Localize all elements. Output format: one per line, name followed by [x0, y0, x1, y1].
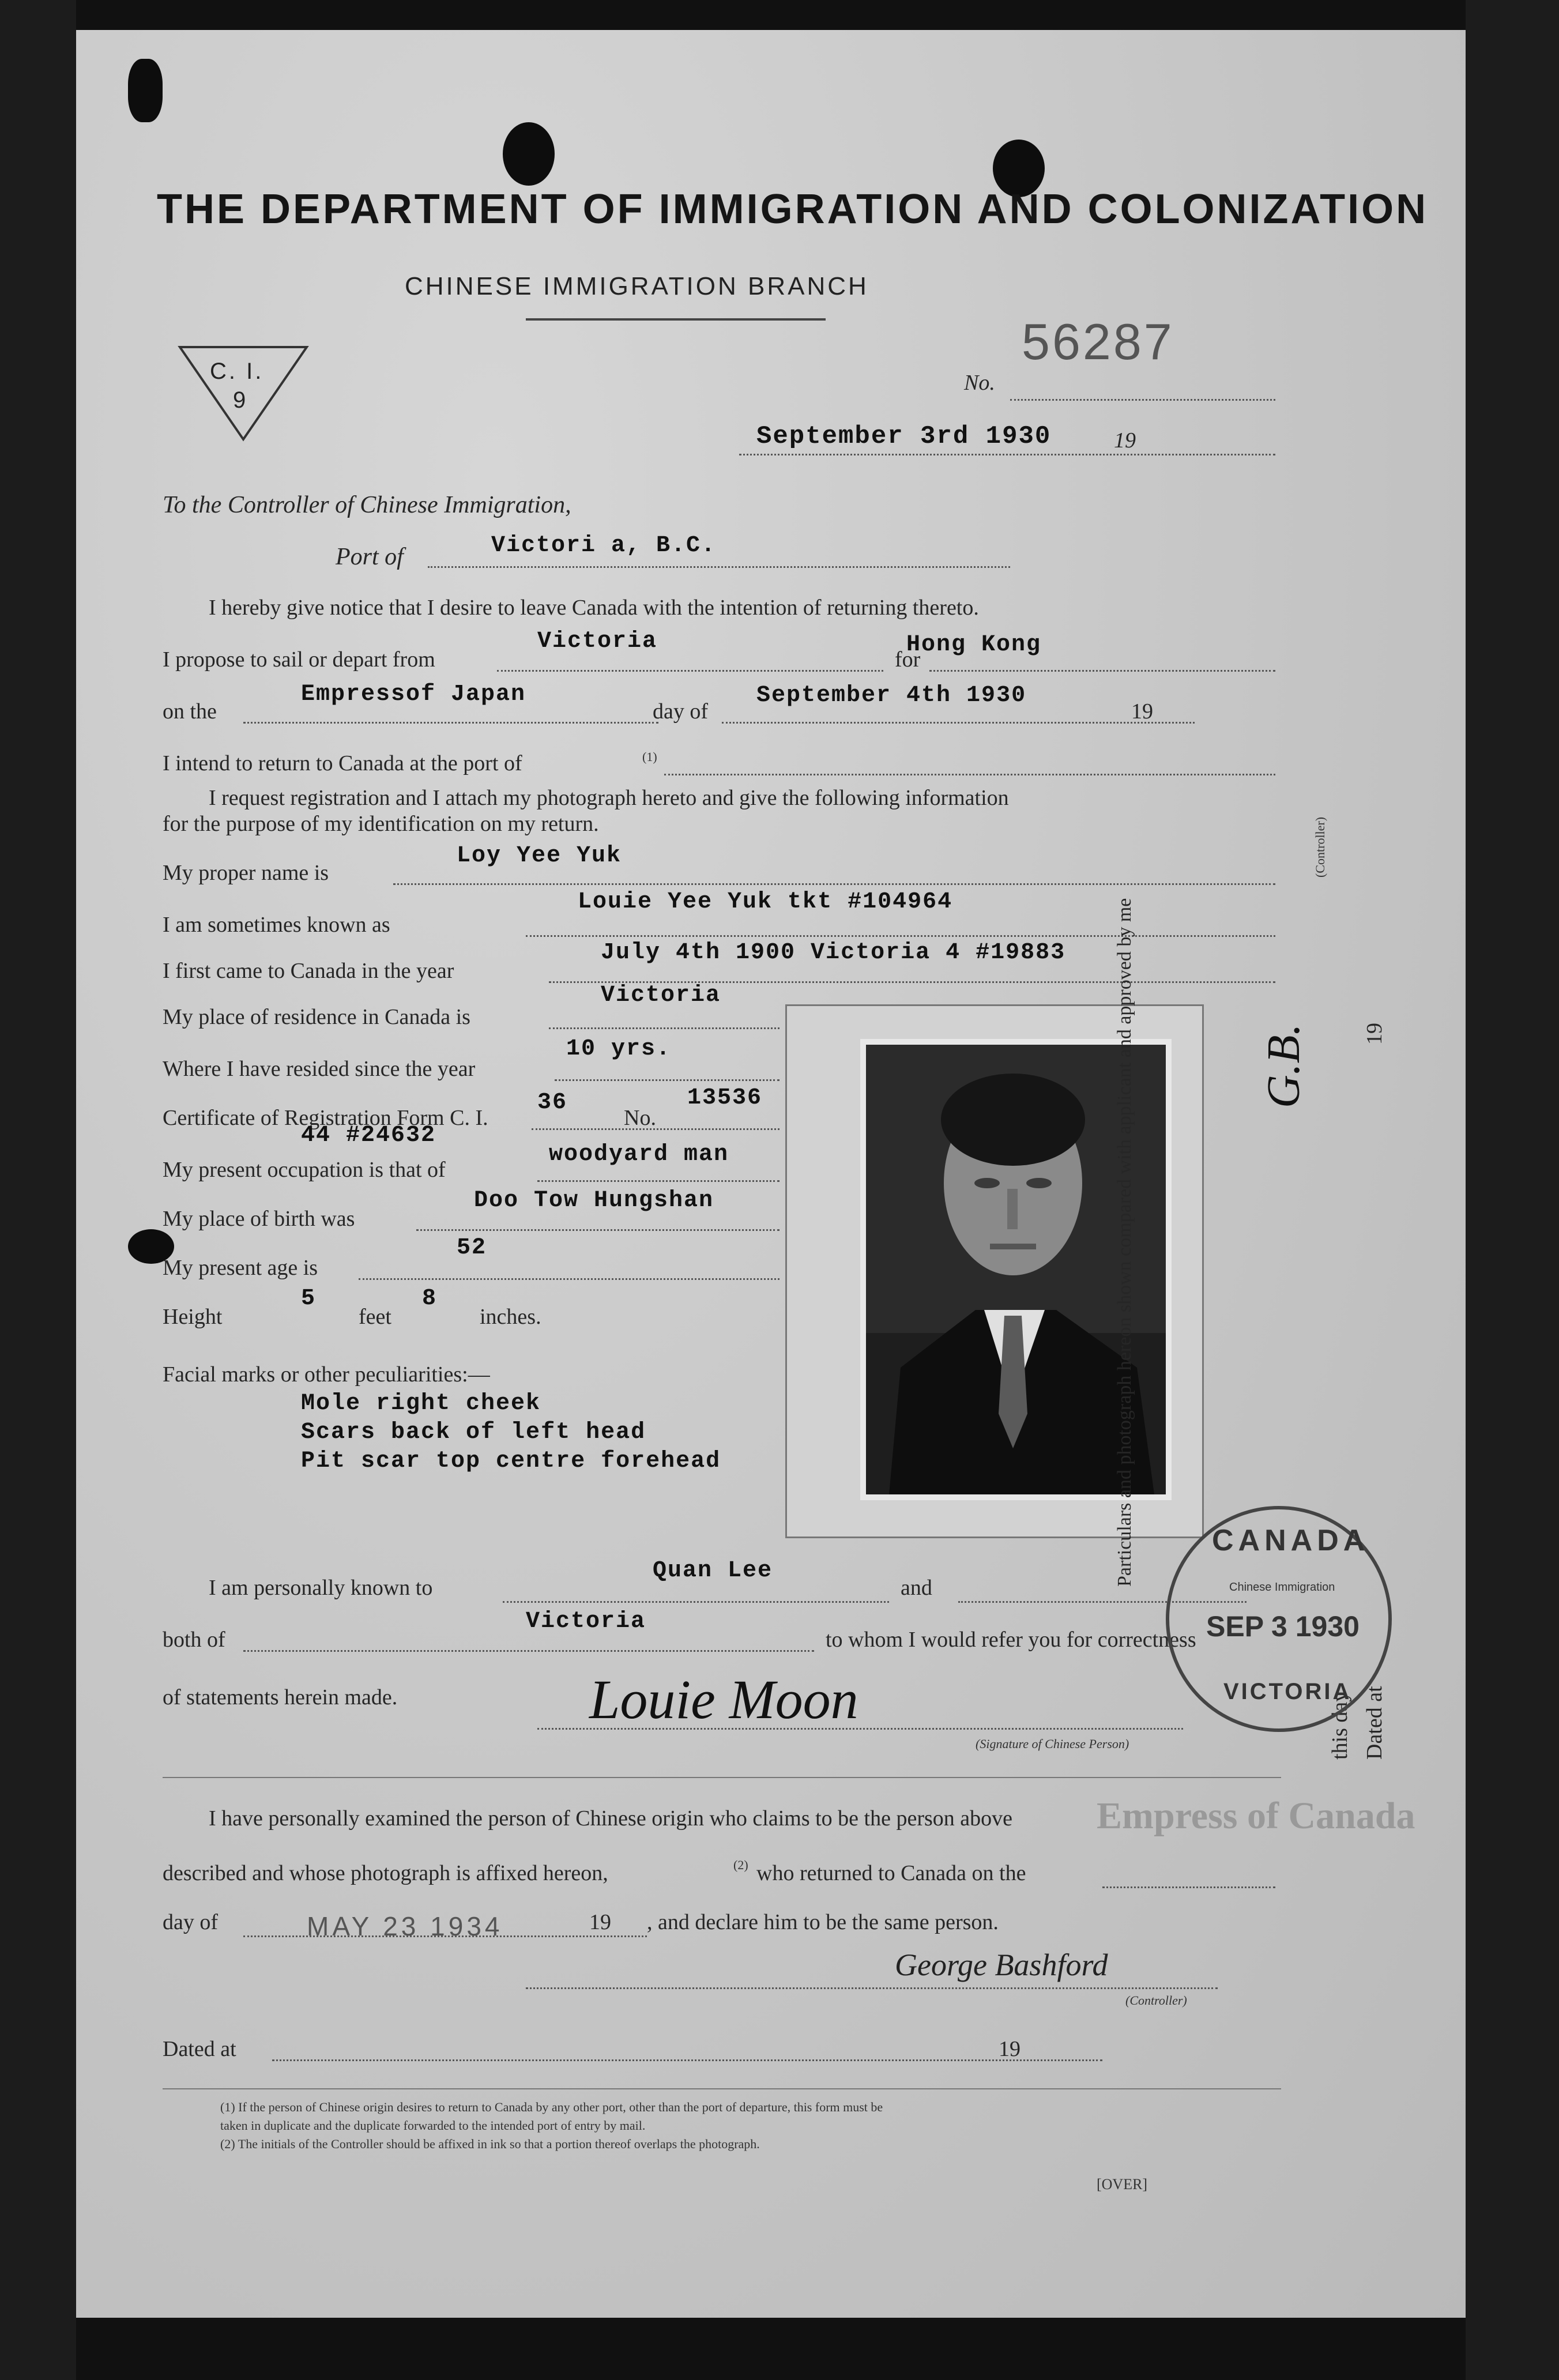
number-line	[1010, 399, 1275, 401]
dated-year: 19	[999, 2037, 1020, 2061]
occupation-line	[537, 1180, 780, 1182]
department-title: THE DEPARTMENT OF IMMIGRATION AND COLONIZATION	[157, 186, 1429, 232]
signature-caption: (Signature of Chinese Person)	[976, 1737, 1129, 1751]
certificate-line	[532, 1128, 780, 1130]
height-feet-value: 5	[301, 1286, 317, 1312]
depart-date-line	[722, 722, 1195, 724]
proper-name-line	[393, 883, 1275, 885]
marks-line-2: Scars back of left head	[301, 1419, 646, 1445]
certificate-label: Certificate of Registration Form C. I.	[163, 1106, 488, 1130]
letter-date: September 3rd 1930	[756, 422, 1052, 451]
alias-label: I am sometimes known as	[163, 913, 390, 937]
exam-line-1: I have personally examined the person of Chinese origin who claims to be the person above	[209, 1806, 1012, 1831]
height-inches-label: inches.	[480, 1305, 541, 1329]
height-inches-value: 8	[422, 1286, 438, 1312]
exam-line-2b: who returned to Canada on the	[756, 1861, 1026, 1885]
footnote-rule	[163, 2088, 1281, 2089]
dated-at-line	[272, 2059, 1102, 2061]
film-border-left	[0, 0, 76, 2380]
date-line	[739, 454, 1275, 455]
on-label: on the	[163, 699, 217, 724]
form-code-line1: C. I.	[210, 359, 264, 384]
stamp-top: CANADA	[1212, 1524, 1370, 1557]
exam-day-value: MAY 23 1934	[307, 1911, 503, 1941]
known-label: I am personally known to	[209, 1576, 433, 1600]
exam-day-label: day of	[163, 1910, 219, 1934]
header-rule	[526, 318, 826, 321]
day-label: day of	[653, 699, 709, 724]
residence-label: My place of residence in Canada is	[163, 1005, 470, 1029]
known-and-label: and	[901, 1576, 932, 1600]
return-port-label: I intend to return to Canada at the port of	[163, 751, 522, 775]
height-feet-label: feet	[359, 1305, 391, 1329]
proper-name-label: My proper name is	[163, 861, 329, 885]
branch-title: CHINESE IMMIGRATION BRANCH	[405, 272, 869, 300]
age-value: 52	[457, 1235, 487, 1261]
first-came-value: July 4th 1900 Victoria 4 #19883	[601, 940, 1066, 966]
birth-line	[416, 1229, 780, 1231]
side-controller-signature: G.B.	[1259, 1023, 1309, 1108]
request-text-1: I request registration and I attach my photograph hereto and give the following information	[209, 786, 1009, 810]
request-text-2: for the purpose of my identification on my return.	[163, 812, 599, 836]
sail-for-label: for	[895, 647, 921, 672]
stamp-bottom: VICTORIA	[1223, 1679, 1352, 1704]
letter-date-year: 19	[1114, 428, 1136, 453]
side-controller-caption: (Controller)	[1313, 816, 1327, 878]
sail-to: Hong Kong	[906, 632, 1042, 658]
applicant-signature: Louie Moon	[589, 1669, 858, 1730]
residence-value: Victoria	[601, 982, 721, 1008]
age-label: My present age is	[163, 1256, 318, 1280]
exam-return-line	[1102, 1886, 1275, 1888]
sail-to-line	[929, 670, 1275, 672]
statements-label: of statements herein made.	[163, 1685, 398, 1709]
stamp-date: SEP 3 1930	[1206, 1610, 1360, 1643]
controller-caption: (Controller)	[1125, 1993, 1187, 2008]
certificate-no-label: No.	[624, 1106, 656, 1130]
resided-line	[555, 1079, 780, 1081]
known-place: Victoria	[526, 1609, 646, 1635]
signature-line	[537, 1728, 1183, 1730]
alias-line	[526, 935, 1275, 937]
known-place-line	[243, 1650, 814, 1652]
known-person-line	[503, 1601, 889, 1603]
depart-date: September 4th 1930	[756, 683, 1027, 709]
intro-text: I hereby give notice that I desire to leave Canada with the intention of returning thereto.	[209, 596, 979, 620]
watermark-text: Empress of Canada	[1097, 1795, 1415, 1837]
certificate-form-no: 36	[537, 1090, 568, 1116]
ink-blot	[503, 122, 555, 186]
vessel-line	[243, 722, 658, 724]
return-port-line	[664, 774, 1275, 775]
footnote-1b: taken in duplicate and the duplicate forwarded to the intended port of entry by mail.	[220, 2118, 646, 2133]
birth-label: My place of birth was	[163, 1207, 355, 1231]
exam-day-line	[243, 1935, 647, 1937]
ink-blot	[128, 59, 163, 122]
dated-at-label: Dated at	[163, 2037, 236, 2061]
both-of-label: both of	[163, 1628, 225, 1652]
exam-declare: , and declare him to be the same person.	[647, 1910, 999, 1934]
exam-year: 19	[589, 1910, 611, 1934]
birth-value: Doo Tow Hungshan	[474, 1188, 714, 1214]
number-value: 56287	[1022, 313, 1174, 370]
exam-note-mark: (2)	[733, 1858, 748, 1872]
vessel-name: Empressof Japan	[301, 681, 526, 707]
certificate-extra: 44 #24632	[301, 1123, 436, 1148]
depart-year: 19	[1131, 699, 1153, 724]
first-came-label: I first came to Canada in the year	[163, 959, 454, 983]
refer-text: to whom I would refer you for correctness	[826, 1628, 1196, 1652]
film-border-right	[1466, 0, 1559, 2380]
side-this-day: this day	[1328, 1690, 1352, 1760]
side-dated-at: Dated at	[1362, 1686, 1387, 1760]
number-label: No.	[964, 371, 995, 395]
marks-line-3: Pit scar top centre forehead	[301, 1448, 721, 1474]
sail-from-line	[497, 670, 883, 672]
residence-line	[549, 1027, 780, 1029]
port-line	[428, 566, 1010, 568]
over-marker: [OVER]	[1097, 2176, 1148, 2193]
section-rule	[163, 1777, 1281, 1778]
port-label: Port of	[336, 544, 404, 570]
sail-label: I propose to sail or depart from	[163, 647, 435, 672]
known-person: Quan Lee	[653, 1558, 773, 1584]
footnote-1: (1) If the person of Chinese origin desires to return to Canada by any other port, other than the port of departure, this form must be	[220, 2100, 883, 2114]
resided-label: Where I have resided since the year	[163, 1057, 476, 1081]
footnote-2: (2) The initials of the Controller should be affixed in ink so that a portion thereof overlaps the photograph.	[220, 2137, 760, 2151]
return-port-note: (1)	[642, 750, 657, 764]
proper-name-value: Loy Yee Yuk	[457, 843, 622, 869]
occupation-label: My present occupation is that of	[163, 1158, 446, 1182]
form-code-line2: 9	[233, 387, 248, 413]
side-year: 19	[1362, 1023, 1387, 1045]
addressee: To the Controller of Chinese Immigration,	[163, 492, 571, 518]
occupation-value: woodyard man	[549, 1142, 729, 1168]
stamp-middle: Chinese Immigration	[1229, 1581, 1335, 1594]
height-label: Height	[163, 1305, 223, 1329]
alias-value: Louie Yee Yuk tkt #104964	[578, 889, 953, 915]
controller-signature-line	[526, 1987, 1218, 1989]
marks-line-1: Mole right cheek	[301, 1391, 541, 1417]
form-sheet	[76, 30, 1466, 2318]
resided-value: 10 yrs.	[566, 1036, 672, 1062]
exam-line-2: described and whose photograph is affixed hereon,	[163, 1861, 608, 1885]
certificate-no-value: 13536	[687, 1085, 763, 1111]
sail-from: Victoria	[537, 628, 658, 654]
controller-signature: George Bashford	[895, 1948, 1108, 1982]
marks-label: Facial marks or other peculiarities:—	[163, 1362, 490, 1387]
age-line	[359, 1278, 780, 1280]
side-approval-text: Particulars and photograph hereon shown compared with applicant and approved by me	[1114, 898, 1135, 1587]
port-value: Victori a, B.C.	[491, 533, 717, 559]
